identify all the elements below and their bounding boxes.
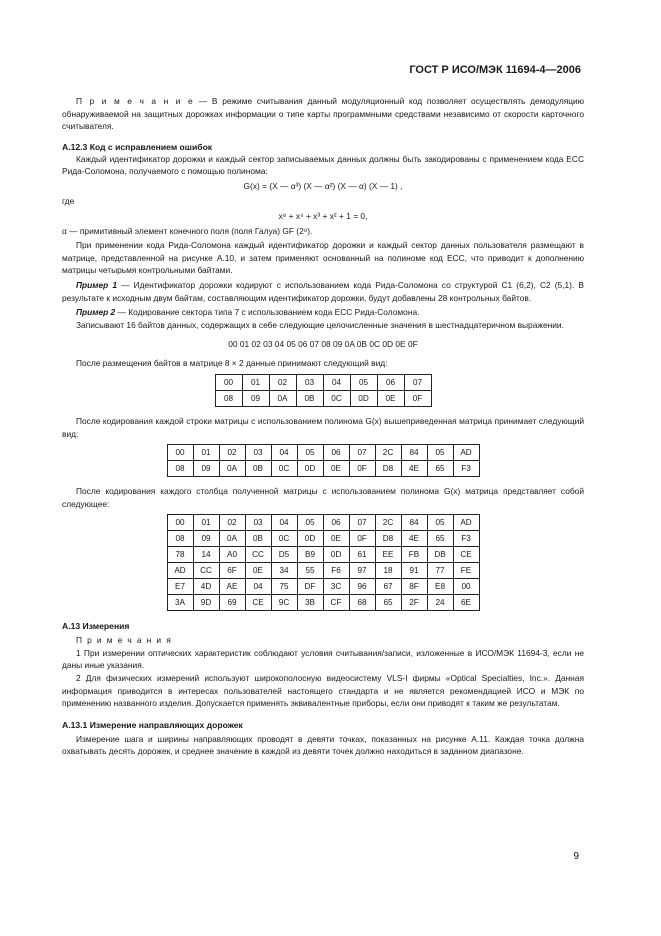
- matrix-cell: 0B: [296, 390, 323, 406]
- matrix-cell: EE: [375, 547, 401, 563]
- matrix-cell: AD: [453, 445, 479, 461]
- matrix-cell: 03: [296, 374, 323, 390]
- matrix-row: [215, 374, 431, 390]
- matrix-cell: 0E: [245, 563, 271, 579]
- matrix-cell: 55: [297, 563, 323, 579]
- example-2: [62, 306, 584, 319]
- matrix-cell: 05: [350, 374, 377, 390]
- matrix-cell: 0E: [323, 461, 349, 477]
- matrix-row-encoded: [167, 444, 480, 477]
- polynomial-formula: G(x) = (X — α³) (X — α²) (X — α) (X — 1) ,: [243, 180, 403, 191]
- matrix-cell: 05: [427, 515, 453, 531]
- matrix-cell: 02: [219, 515, 245, 531]
- matrix-cell: 01: [193, 445, 219, 461]
- matrix-cell: 2F: [401, 595, 427, 611]
- matrix-cell: 3A: [167, 595, 193, 611]
- matrix-cell: 0E: [377, 390, 404, 406]
- matrix-column-encoded: [167, 514, 480, 611]
- matrix-cell: 4E: [401, 531, 427, 547]
- matrix-cell: 3B: [297, 595, 323, 611]
- matrix-cell: 9D: [193, 595, 219, 611]
- notes-label: П р и м е ч а н и я: [76, 635, 173, 646]
- paragraph: Записывают 16 байтов данных, содержащих в себе следующие целочисленные значения в шестнадцатеричном выражении.: [76, 319, 564, 330]
- note-1: 1 При измерении оптических характеристик соблюдают условия считывания/записи, изложенные в ИСО/МЭК 11694-3, если не даны иные указания.: [62, 647, 584, 671]
- matrix-cell: DF: [297, 579, 323, 595]
- matrix-row: [167, 595, 479, 611]
- matrix-cell: 84: [401, 515, 427, 531]
- matrix-cell: 61: [349, 547, 375, 563]
- matrix-cell: 2C: [375, 515, 401, 531]
- matrix-cell: 96: [349, 579, 375, 595]
- matrix-cell: 0C: [271, 461, 297, 477]
- matrix-cell: 09: [193, 461, 219, 477]
- matrix-cell: FB: [401, 547, 427, 563]
- matrix-cell: 6E: [453, 595, 479, 611]
- matrix-cell: 04: [271, 515, 297, 531]
- matrix-cell: D8: [375, 461, 401, 477]
- matrix-cell: 14: [193, 547, 219, 563]
- section-a13-1-title: А.13.1 Измерение направляющих дорожек: [62, 719, 243, 730]
- paragraph: Измерение шага и ширины направляющих проводят в девяти точках, показанных на рисунке А.11. Каждая точка должна охватывать десять дорожек, и среднее значение в каждой из девяти точек должно находиться в заданном диапазоне.: [62, 733, 584, 757]
- matrix-cell: 69: [219, 595, 245, 611]
- hex-sequence: 00 01 02 03 04 05 06 07 08 09 0A 0B 0C 0D 0E 0F: [228, 339, 418, 350]
- matrix-row: [167, 547, 479, 563]
- matrix-cell: 6F: [219, 563, 245, 579]
- matrix-cell: A0: [219, 547, 245, 563]
- matrix-row: [167, 563, 479, 579]
- standard-header: ГОСТ Р ИСО/МЭК 11694-4—2006: [409, 64, 581, 76]
- matrix-cell: 03: [245, 445, 271, 461]
- matrix-cell: D5: [271, 547, 297, 563]
- matrix-cell: 75: [271, 579, 297, 595]
- matrix-cell: 01: [193, 515, 219, 531]
- matrix-cell: 0D: [350, 390, 377, 406]
- matrix-cell: 2C: [375, 445, 401, 461]
- matrix-cell: 34: [271, 563, 297, 579]
- matrix-cell: 65: [427, 461, 453, 477]
- matrix-cell: 0F: [404, 390, 431, 406]
- matrix-cell: 04: [271, 445, 297, 461]
- note-intro: [62, 95, 584, 133]
- matrix-cell: 68: [349, 595, 375, 611]
- example-2-label: Пример 2: [76, 307, 116, 318]
- matrix-cell: 0C: [323, 390, 350, 406]
- matrix-cell: 08: [215, 390, 242, 406]
- page-content: [62, 95, 584, 758]
- matrix-row: [167, 461, 479, 477]
- matrix-cell: 0B: [245, 461, 271, 477]
- matrix-cell: 3C: [323, 579, 349, 595]
- matrix-cell: 07: [404, 374, 431, 390]
- note-2: 2 Для физических измерений используют широкополосную видеосистему VLS-I фирмы «Optical Specialties, Inc.». Данная информация приводится в интересах пользователей настоящего стандарта и не является рекомендацией ИСО и МЭК по применению названного изделия. Допускается применять эквивалентные приборы, если они приводят к таким же результатам.: [62, 673, 584, 709]
- matrix-cell: 00: [167, 445, 193, 461]
- matrix-cell: CC: [245, 547, 271, 563]
- matrix-cell: 05: [427, 445, 453, 461]
- matrix-cell: 00: [453, 579, 479, 595]
- matrix-cell: 06: [323, 515, 349, 531]
- matrix-cell: 06: [377, 374, 404, 390]
- matrix-cell: CE: [453, 547, 479, 563]
- example-1-label: Пример 1: [76, 279, 117, 290]
- matrix-cell: 02: [269, 374, 296, 390]
- where-label: где: [62, 195, 75, 206]
- matrix-cell: 65: [375, 595, 401, 611]
- matrix-cell: 18: [375, 563, 401, 579]
- matrix-row: [167, 445, 479, 461]
- matrix-cell: 09: [242, 390, 269, 406]
- field-formula: x⁸ + x⁴ + x³ + x² + 1 = 0,: [278, 210, 368, 221]
- matrix-cell: 77: [427, 563, 453, 579]
- matrix-cell: 05: [297, 445, 323, 461]
- paragraph: Каждый идентификатор дорожки и каждый сектор записываемых данных должны быть закодированы с применением кода ЕСС Рида-Соломона, получаемого с помощью полинома:: [62, 153, 584, 177]
- matrix-cell: B9: [297, 547, 323, 563]
- matrix-cell: 0D: [297, 461, 323, 477]
- matrix-cell: 08: [167, 531, 193, 547]
- matrix-cell: F3: [453, 531, 479, 547]
- matrix-cell: DB: [427, 547, 453, 563]
- matrix-cell: 0D: [323, 547, 349, 563]
- page-number: 9: [573, 851, 579, 862]
- matrix-cell: 01: [242, 374, 269, 390]
- matrix-cell: 07: [349, 515, 375, 531]
- matrix-cell: 91: [401, 563, 427, 579]
- matrix-cell: F6: [323, 563, 349, 579]
- matrix-row: [215, 390, 431, 406]
- example-1-text: — Идентификатор дорожки кодируют с использованием кода Рида-Соломона со структурой С1 (6,2), С2 (5,1). В результате к исходным двум байтам, составляющим идентификатор дорожки, будут добавлены 28 контрольных байтов.: [62, 279, 584, 303]
- matrix-cell: 02: [219, 445, 245, 461]
- example-2-text: — Кодирование сектора типа 7 с использованием кода ЕСС Рида-Соломона.: [115, 307, 420, 318]
- matrix-cell: 08: [167, 461, 193, 477]
- matrix-cell: CE: [245, 595, 271, 611]
- matrix-cell: 8F: [401, 579, 427, 595]
- matrix-8x2: [215, 374, 432, 407]
- matrix-cell: 0F: [349, 461, 375, 477]
- matrix-cell: 09: [193, 531, 219, 547]
- matrix-cell: 0A: [219, 531, 245, 547]
- matrix-cell: CF: [323, 595, 349, 611]
- matrix-row: [167, 515, 479, 531]
- matrix-cell: 0F: [349, 531, 375, 547]
- section-a12-3-title: А.12.3 Код с исправлением ошибок: [62, 141, 213, 152]
- matrix-cell: 06: [323, 445, 349, 461]
- matrix-cell: F3: [453, 461, 479, 477]
- matrix-cell: E7: [167, 579, 193, 595]
- matrix-cell: 0C: [271, 531, 297, 547]
- matrix-cell: 0A: [219, 461, 245, 477]
- matrix-cell: 03: [245, 515, 271, 531]
- matrix-cell: 84: [401, 445, 427, 461]
- section-a13-title: А.13 Измерения: [62, 621, 130, 632]
- matrix-cell: 05: [297, 515, 323, 531]
- matrix-cell: 0E: [323, 531, 349, 547]
- matrix-cell: CC: [193, 563, 219, 579]
- matrix-cell: 07: [349, 445, 375, 461]
- matrix-cell: AD: [453, 515, 479, 531]
- matrix-cell: 00: [215, 374, 242, 390]
- matrix-cell: AD: [167, 563, 193, 579]
- matrix-cell: 4D: [193, 579, 219, 595]
- matrix-cell: 24: [427, 595, 453, 611]
- matrix-cell: 4E: [401, 461, 427, 477]
- matrix-row: [167, 531, 479, 547]
- note-text: — В режиме считывания данный модуляционный код позволяет осуществлять демодуляцию обнаруживаемой на защитных дорожках информации о типе карты программными средствами независимо от скорости карточного считывателя.: [62, 96, 585, 132]
- alpha-definition: α — примитивный элемент конечного поля (поля Галуа) GF (2⁸).: [62, 225, 313, 236]
- matrix-cell: 9C: [271, 595, 297, 611]
- paragraph: После размещения байтов в матрице 8 × 2 данные принимают следующий вид:: [76, 358, 388, 369]
- paragraph: После кодирования каждой строки матрицы с использованием полинома G(x) вышеприведенная матрица принимает следующий вид:: [62, 415, 584, 439]
- matrix-cell: FE: [453, 563, 479, 579]
- matrix-cell: 67: [375, 579, 401, 595]
- paragraph: После кодирования каждого столбца полученной матрицы с использованием полинома G(x) матрица представляет собой следующее:: [62, 486, 584, 509]
- matrix-cell: 04: [323, 374, 350, 390]
- example-1: [62, 279, 584, 304]
- matrix-cell: 97: [349, 563, 375, 579]
- matrix-cell: 78: [167, 547, 193, 563]
- matrix-cell: 00: [167, 515, 193, 531]
- matrix-cell: 0B: [245, 531, 271, 547]
- matrix-cell: E8: [427, 579, 453, 595]
- matrix-cell: D8: [375, 531, 401, 547]
- matrix-cell: AE: [219, 579, 245, 595]
- matrix-cell: 0A: [269, 390, 296, 406]
- matrix-cell: 04: [245, 579, 271, 595]
- matrix-cell: 0D: [297, 531, 323, 547]
- paragraph: При применении кода Рида-Соломона каждый идентификатор дорожки и каждый сектор данных пользователя размещают в матрице, представленной на рисунке А.10, и затем применяют основанный на полиноме код ЕСС, что приводит к дополнению матрицы четырьмя контрольными байтами.: [62, 240, 584, 276]
- note-label: П р и м е ч а н и е: [76, 96, 195, 106]
- matrix-row: [167, 579, 479, 595]
- matrix-cell: 65: [427, 531, 453, 547]
